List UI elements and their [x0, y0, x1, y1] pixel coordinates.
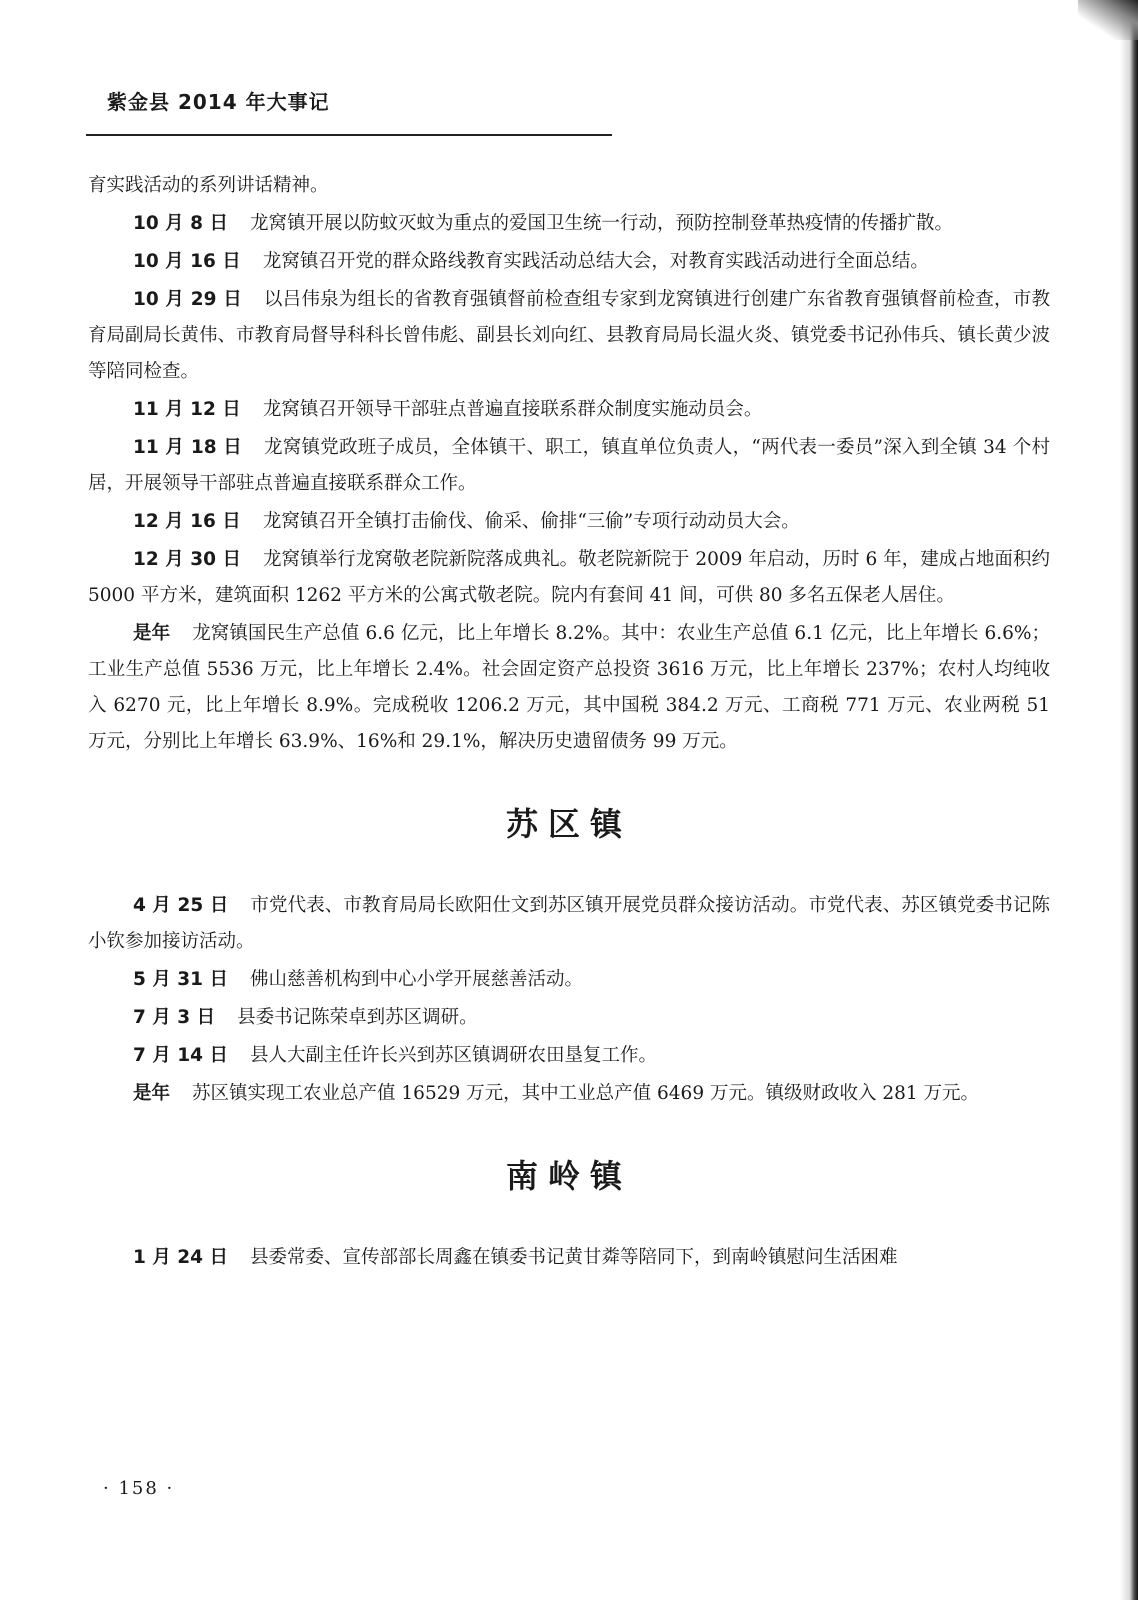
entry — [88, 962, 1050, 998]
entry — [88, 206, 1050, 242]
entry-date: 5 月 31 日 — [133, 969, 228, 990]
entry — [88, 542, 1050, 614]
entry-date: 10 月 29 日 — [133, 289, 242, 310]
entry-text: 龙窝镇开展以防蚊灭蚊为重点的爱国卫生统一行动，预防控制登革热疫情的传播扩散。 — [249, 213, 953, 234]
entry-text: 县委常委、宣传部部长周鑫在镇委书记黄甘粦等陪同下，到南岭镇慰问生活困难 — [249, 1247, 898, 1268]
entry-text: 以吕伟泉为组长的省教育强镇督前检查组专家到龙窝镇进行创建广东省教育强镇督前检查，市教育局副局长黄伟、市教育局督导科科长曾伟彪、副县长刘向红、县教育局局长温火炎、镇党委书记孙伟兵、镇长黄少波等陪同检查。 — [88, 289, 1051, 382]
entry-text: 苏区镇实现工农业总产值 16529 万元，其中工业总产值 6469 万元。镇级财政收入 281 万元。 — [192, 1083, 980, 1104]
section-title-suqu: 苏区镇 — [505, 805, 632, 843]
entry — [88, 504, 1050, 540]
entry-date: 11 月 18 日 — [133, 437, 243, 458]
entry-text: 龙窝镇党政班子成员，全体镇干、职工，镇直单位负责人，“两代表一委员”深入到全镇 34 个村居，开展领导干部驻点普遍直接联系群众工作。 — [88, 437, 1050, 494]
entry — [88, 1038, 1050, 1074]
entry-year-summary — [88, 616, 1050, 760]
entry-date: 4 月 25 日 — [133, 895, 229, 916]
entry-date: 11 月 12 日 — [133, 399, 241, 420]
entry-text: 龙窝镇召开党的群众路线教育实践活动总结大会，对教育实践活动进行全面总结。 — [262, 251, 929, 272]
running-header: 紫金县 2014 年大事记 — [107, 90, 330, 114]
entry-text: 县委书记陈荣卓到苏区调研。 — [237, 1007, 478, 1028]
entry-text: 市党代表、市教育局局长欧阳仕文到苏区镇开展党员群众接访活动。市党代表、苏区镇党委书记陈小钦参加接访活动。 — [88, 895, 1050, 952]
scan-edge — [1120, 0, 1138, 1600]
page-number: · 158 · — [103, 1478, 175, 1499]
scan-corner — [1078, 0, 1138, 40]
entry-date: 10 月 16 日 — [133, 251, 241, 272]
entry-date: 10 月 8 日 — [133, 213, 228, 234]
entry-text: 佛山慈善机构到中心小学开展慈善活动。 — [249, 969, 583, 990]
header-rule — [86, 134, 612, 136]
entry-text: 龙窝镇国民生产总值 6.6 亿元，比上年增长 8.2%。其中：农业生产总值 6.1 亿元，比上年增长 6.6%；工业生产总值 5536 万元，比上年增长 2.4%。社会固定资产总投资 3616 万元，比上年增长 237%；农村人均纯收入 6270 元，比上年增长 8.9%。完成税收 1206.2 万元，其中国税 384.2 万元、工商税 771 万元、农业两税 51 万元，分别比上年增长 63.9%、16%和 29.1%，解决历史遗留债务 99 万元。 — [88, 623, 1050, 752]
entry — [88, 430, 1050, 502]
entry-date: 是年 — [133, 623, 171, 644]
entry-date: 7 月 3 日 — [133, 1007, 216, 1028]
entry-date: 是年 — [133, 1083, 171, 1104]
entry-date: 12 月 30 日 — [133, 549, 242, 570]
entry — [88, 1000, 1050, 1036]
page-body — [88, 168, 1050, 1278]
entry-text: 县人大副主任许长兴到苏区镇调研农田垦复工作。 — [249, 1045, 657, 1066]
entry — [88, 888, 1050, 960]
entry-date: 12 月 16 日 — [133, 511, 241, 532]
entry-text: 龙窝镇举行龙窝敬老院新院落成典礼。敬老院新院于 2009 年启动，历时 6 年，建成占地面积约 5000 平方米，建筑面积 1262 平方米的公寓式敬老院。院内有套间 41 间，可供 80 多名五保老人居住。 — [88, 549, 1050, 606]
entry-date: 1 月 24 日 — [133, 1247, 228, 1268]
entry — [88, 1240, 1050, 1276]
entry — [88, 392, 1050, 428]
entry-year-summary — [88, 1076, 1050, 1112]
section-title-nanling: 南岭镇 — [505, 1157, 632, 1195]
entry-text: 龙窝镇召开领导干部驻点普遍直接联系群众制度实施动员会。 — [262, 399, 763, 420]
entry-text: 龙窝镇召开全镇打击偷伐、偷采、偷排“三偷”专项行动动员大会。 — [262, 511, 800, 532]
entry — [88, 244, 1050, 280]
intro-fragment: 育实践活动的系列讲话精神。 — [88, 175, 329, 196]
entry-date: 7 月 14 日 — [133, 1045, 228, 1066]
entry — [88, 282, 1050, 390]
